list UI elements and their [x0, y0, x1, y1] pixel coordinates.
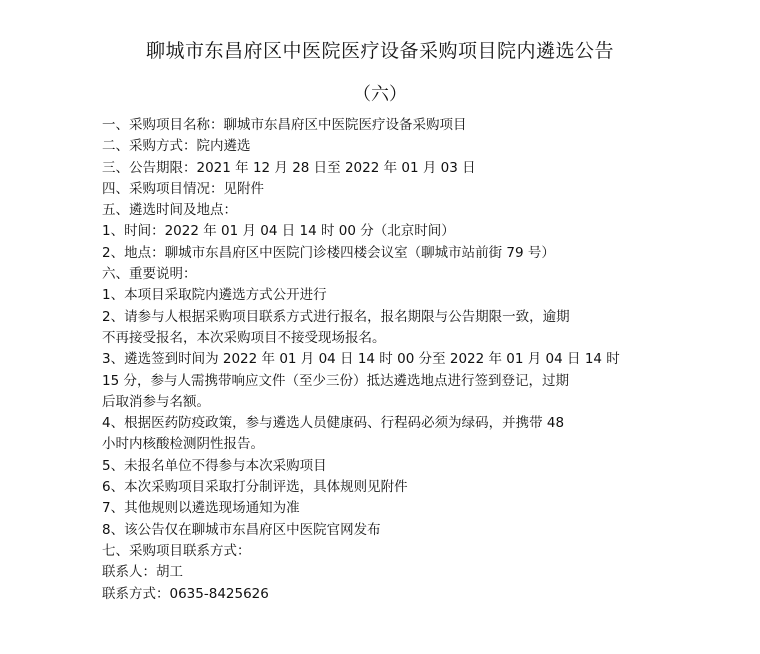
- section-announcement-period: 三、公告期限：2021 年 12 月 28 日至 2022 年 01 月 03 日: [102, 159, 476, 176]
- selection-time: 1、时间：2022 年 01 月 04 日 14 时 00 分（北京时间）: [102, 223, 455, 240]
- contact-person: 联系人：胡工: [102, 564, 183, 581]
- document-body: [102, 115, 658, 605]
- section-project-details: 四、采购项目情况：见附件: [102, 180, 264, 197]
- note-5: 5、未报名单位不得参与本次采购项目: [102, 457, 327, 474]
- note-7: 7、其他规则以遴选现场通知为准: [102, 500, 300, 517]
- note-6: 6、本次采购项目采取打分制评选，具体规则见附件: [102, 479, 408, 496]
- note-3-line-1: 3、遴选签到时间为 2022 年 01 月 04 日 14 时 00 分至 2022 年 01 月 04 日 14 时: [102, 351, 620, 368]
- section-procurement-method: 二、采购方式：院内遴选: [102, 138, 251, 155]
- note-3-line-3: 后取消参与名额。: [102, 393, 210, 410]
- section-important-notes: 六、重要说明：: [102, 266, 197, 283]
- note-2-line-2: 不再接受报名，本次采购项目不接受现场报名。: [102, 329, 386, 346]
- section-project-name: 一、采购项目名称：聊城市东昌府区中医院医疗设备采购项目: [102, 117, 467, 133]
- note-8: 8、该公告仅在聊城市东昌府区中医院官网发布: [102, 521, 381, 538]
- section-contact: 七、采购项目联系方式：: [102, 542, 251, 559]
- document-title: 聊城市东昌府区中医院医疗设备采购项目院内遴选公告: [145, 40, 614, 62]
- section-selection-time-place: 五、遴选时间及地点：: [102, 202, 237, 219]
- selection-place: 2、地点：聊城市东昌府区中医院门诊楼四楼会议室（聊城市站前街 79 号）: [102, 244, 555, 261]
- note-4-line-2: 小时内核酸检测阴性报告。: [102, 436, 264, 453]
- note-2-line-1: 2、请参与人根据采购项目联系方式进行报名，报名期限与公告期限一致，逾期: [102, 308, 570, 325]
- note-1: 1、本项目采取院内遴选方式公开进行: [102, 287, 327, 304]
- note-3-line-2: 15 分，参与人需携带响应文件（至少三份）抵达遴选地点进行签到登记，过期: [102, 372, 569, 389]
- contact-phone: 联系方式：0635-8425626: [102, 585, 269, 602]
- note-4-line-1: 4、根据医药防疫政策，参与遴选人员健康码、行程码必须为绿码，并携带 48: [102, 415, 565, 432]
- document-subtitle: （六）: [353, 84, 407, 105]
